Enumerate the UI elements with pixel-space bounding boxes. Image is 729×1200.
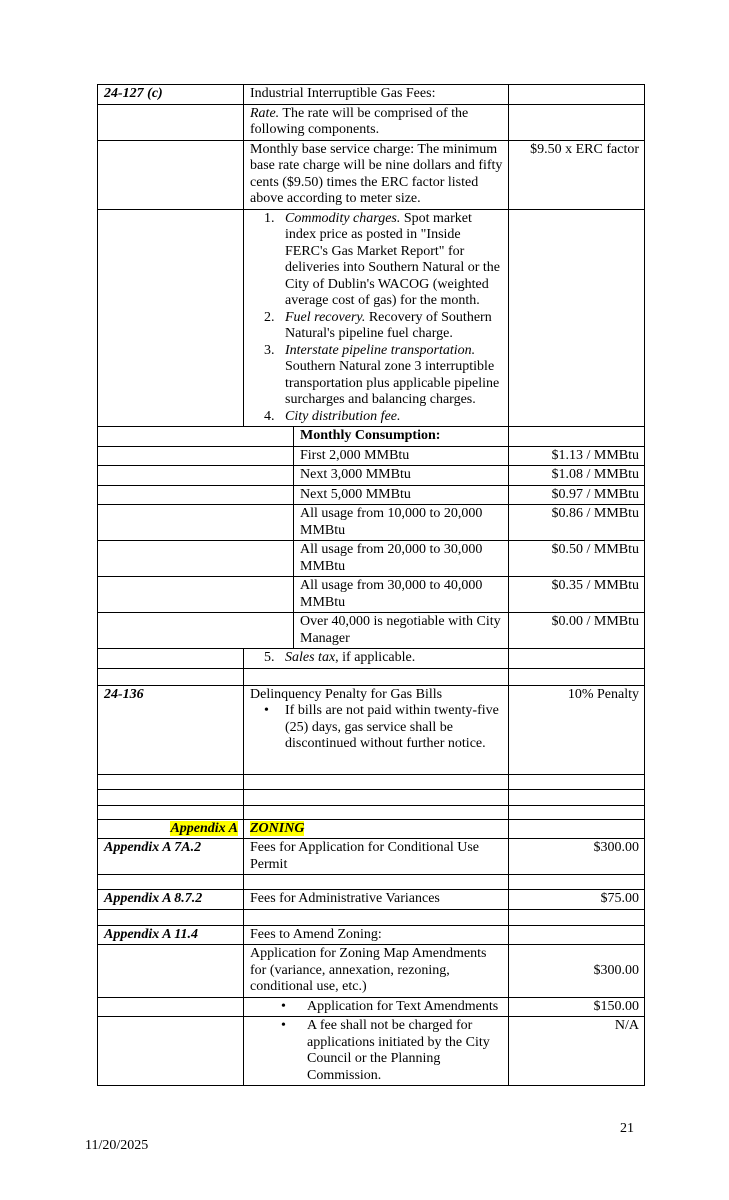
- table-row: [98, 926, 644, 946]
- description-cell: [294, 613, 509, 648]
- fee-cell: [509, 427, 644, 446]
- fee-value: $9.50 x ERC factor: [530, 141, 639, 157]
- description-cell: [244, 686, 509, 774]
- code-cell: [98, 649, 244, 668]
- description-cell: [294, 541, 509, 576]
- text-segment: City distribution fee.: [285, 408, 401, 424]
- description-text: [250, 927, 503, 944]
- list-item-text: [285, 343, 503, 409]
- table-row: [98, 998, 644, 1018]
- code-cell: [98, 447, 294, 466]
- code-cell: [98, 998, 244, 1017]
- table-row: [98, 875, 644, 890]
- code-cell: [98, 466, 294, 485]
- description-cell: [244, 998, 509, 1017]
- description-text: [250, 687, 503, 704]
- section-code: Appendix A 7A.2: [104, 840, 202, 855]
- text-segment: All usage from 10,000 to 20,000 MMBtu: [300, 506, 483, 538]
- table-row: [98, 466, 644, 486]
- fee-value: $300.00: [593, 840, 639, 855]
- description-text: [300, 506, 503, 539]
- table-row: [98, 649, 644, 669]
- code-cell: [98, 775, 244, 789]
- text-segment: Application for Zoning Map Amendments for (variance, annexation, rezoning, conditional use, etc.): [250, 946, 487, 994]
- list-item-text: [307, 1018, 503, 1084]
- text-segment: Next 3,000 MMBtu: [300, 467, 411, 482]
- list-item: [250, 310, 503, 343]
- list-item: [250, 211, 503, 310]
- text-segment: Commodity charges.: [285, 210, 401, 226]
- text-segment: Delinquency Penalty for Gas Bills: [250, 686, 443, 702]
- description-cell: [294, 466, 509, 485]
- text-segment: Fees for Administrative Variances: [250, 891, 440, 906]
- fee-cell: [509, 210, 644, 427]
- table-row: [98, 105, 644, 141]
- list-item: [250, 999, 503, 1016]
- fee-value: $1.08 / MMBtu: [551, 467, 639, 482]
- list-item-text: [285, 310, 503, 343]
- page-number: 21: [620, 1121, 634, 1136]
- table-row: [98, 910, 644, 926]
- description-cell: [244, 945, 509, 997]
- code-cell: [98, 613, 294, 648]
- fee-value: $1.13 / MMBtu: [551, 447, 639, 463]
- description-cell: [244, 890, 509, 909]
- code-cell: [98, 505, 294, 540]
- table-row: [98, 505, 644, 541]
- fee-table: [97, 84, 645, 1086]
- table-row: [98, 669, 644, 686]
- list-item: [250, 409, 503, 426]
- list-number-marker: 1.: [264, 210, 275, 226]
- code-cell: [98, 890, 244, 909]
- list-item: [250, 703, 503, 753]
- description-text: [300, 428, 503, 445]
- text-segment: , if applicable.: [335, 650, 416, 665]
- description-text: [300, 578, 503, 611]
- code-cell: [98, 1017, 244, 1085]
- code-cell: [98, 541, 294, 576]
- fee-cell: [509, 945, 644, 997]
- list-item-text: [285, 650, 503, 667]
- fee-cell: [509, 1017, 644, 1085]
- text-segment: Spot market index price as posted in "Inside FERC's Gas Market Report" for deliveries into Southern Natural or the City of Dublin's WACOG (weighted average cost of gas) for the month.: [285, 210, 500, 308]
- description-text: [300, 467, 503, 484]
- code-cell: [98, 945, 244, 997]
- table-row: [98, 790, 644, 806]
- section-code: Appendix A 8.7.2: [104, 891, 203, 906]
- table-row: [98, 447, 644, 467]
- table-row: [98, 541, 644, 577]
- description-cell: [244, 210, 509, 427]
- list-item: [250, 343, 503, 409]
- table-row: [98, 613, 644, 649]
- description-cell: [244, 910, 509, 925]
- description-text: [300, 614, 503, 647]
- fee-value: $0.97 / MMBtu: [551, 486, 639, 502]
- table-row: [98, 427, 644, 447]
- description-cell: [244, 875, 509, 889]
- table-row: [98, 210, 644, 428]
- code-cell: [98, 839, 244, 874]
- fee-cell: [509, 669, 644, 685]
- fee-cell: [509, 447, 644, 466]
- description-cell: [244, 926, 509, 945]
- list-number-marker: 3.: [264, 342, 275, 358]
- fee-value: $300.00: [593, 962, 639, 978]
- section-code: Appendix A: [170, 820, 238, 836]
- code-cell: [98, 141, 244, 209]
- table-row: [98, 577, 644, 613]
- code-cell: [98, 806, 244, 819]
- description-cell: [244, 141, 509, 209]
- fee-value: 10% Penalty: [567, 686, 639, 702]
- list-number-marker: 2.: [264, 309, 275, 325]
- text-segment: Interstate pipeline transportation.: [285, 342, 476, 358]
- fee-value: $0.35 / MMBtu: [551, 578, 639, 593]
- table-row: [98, 945, 644, 998]
- section-code: 24-127 (c): [104, 86, 163, 101]
- fee-cell: [509, 577, 644, 612]
- text-segment: ZONING: [250, 820, 305, 836]
- description-text: [250, 946, 503, 996]
- code-cell: [98, 427, 294, 446]
- fee-cell: [509, 890, 644, 909]
- fee-cell: [509, 649, 644, 668]
- table-row: [98, 806, 644, 820]
- fee-value: $0.50 / MMBtu: [551, 542, 639, 557]
- fee-cell: [509, 998, 644, 1017]
- fee-cell: [509, 820, 644, 839]
- description-text: [250, 840, 503, 873]
- text-segment: Fees for Application for Conditional Use Permit: [250, 840, 480, 872]
- text-segment: Fees to Amend Zoning:: [250, 926, 382, 942]
- list-number-marker: 5.: [264, 650, 275, 665]
- code-cell: [98, 875, 244, 889]
- description-text: [250, 821, 503, 838]
- table-row: [98, 820, 644, 840]
- fee-cell: [509, 775, 644, 789]
- footer-date: 11/20/2025: [85, 1138, 149, 1153]
- fee-cell: [509, 926, 644, 945]
- text-segment: Monthly Consumption:: [300, 428, 441, 443]
- list-item-text: [307, 999, 503, 1016]
- bullet-marker: •: [264, 703, 269, 718]
- code-cell: [98, 85, 244, 104]
- section-code: Appendix A 11.4: [104, 926, 199, 942]
- fee-cell: [509, 839, 644, 874]
- bullet-marker: •: [281, 1018, 286, 1033]
- section-code: 24-136: [104, 686, 144, 702]
- table-row: [98, 839, 644, 875]
- text-segment: Monthly base service charge: The minimum base rate charge will be nine dollars and fifty cents ($9.50) times the ERC factor listed above according to meter size.: [250, 141, 503, 206]
- text-segment: Fuel recovery.: [285, 309, 366, 325]
- code-cell: [98, 686, 244, 774]
- fee-cell: [509, 541, 644, 576]
- fee-cell: [509, 613, 644, 648]
- text-segment: The rate will be comprised of the following components.: [250, 105, 469, 137]
- fee-cell: [509, 790, 644, 805]
- table-row: [98, 686, 644, 775]
- description-cell: [244, 669, 509, 685]
- description-cell: [294, 447, 509, 466]
- description-cell: [244, 839, 509, 874]
- list-item-text: [285, 409, 503, 426]
- text-segment: All usage from 20,000 to 30,000 MMBtu: [300, 542, 483, 574]
- description-cell: [294, 577, 509, 612]
- code-cell: [98, 910, 244, 925]
- fee-cell: [509, 141, 644, 209]
- fee-value: $75.00: [600, 891, 639, 906]
- description-text: [250, 891, 503, 908]
- fee-value: $0.00 / MMBtu: [551, 614, 639, 629]
- fee-cell: [509, 686, 644, 774]
- table-row: [98, 775, 644, 790]
- list-item-text: [285, 703, 503, 753]
- code-cell: [98, 669, 244, 685]
- text-segment: If bills are not paid within twenty-five (25) days, gas service shall be discontinued without further notice.: [285, 703, 499, 751]
- text-segment: Next 5,000 MMBtu: [300, 486, 411, 502]
- list-item-text: [285, 211, 503, 310]
- fee-cell: [509, 505, 644, 540]
- fee-cell: [509, 875, 644, 889]
- fee-cell: [509, 486, 644, 505]
- text-segment: All usage from 30,000 to 40,000 MMBtu: [300, 578, 483, 610]
- description-text: [250, 86, 503, 103]
- table-row: [98, 486, 644, 506]
- description-text: [300, 448, 503, 465]
- bullet-marker: •: [281, 998, 286, 1014]
- list-item: [250, 650, 503, 667]
- code-cell: [98, 486, 294, 505]
- description-cell: [244, 820, 509, 839]
- description-text: [300, 542, 503, 575]
- fee-cell: [509, 105, 644, 140]
- text-segment: Rate.: [250, 105, 280, 121]
- text-segment: Industrial Interruptible Gas Fees:: [250, 86, 436, 101]
- description-cell: [244, 105, 509, 140]
- table-row: [98, 1017, 644, 1085]
- description-cell: [244, 806, 509, 819]
- description-cell: [244, 775, 509, 789]
- code-cell: [98, 577, 294, 612]
- description-cell: [244, 790, 509, 805]
- code-cell: [98, 790, 244, 805]
- description-cell: [244, 649, 509, 668]
- fee-value: $0.86 / MMBtu: [551, 506, 639, 521]
- description-text: [250, 106, 503, 139]
- text-segment: Application for Text Amendments: [307, 998, 499, 1014]
- code-cell: [98, 926, 244, 945]
- code-cell: [98, 105, 244, 140]
- fee-cell: [509, 910, 644, 925]
- description-cell: [244, 1017, 509, 1085]
- fee-cell: [509, 466, 644, 485]
- text-segment: Over 40,000 is negotiable with City Manager: [300, 614, 501, 646]
- description-cell: [294, 427, 509, 446]
- table-row: [98, 85, 644, 105]
- description-text: [300, 487, 503, 504]
- text-segment: Recovery of Southern Natural's pipeline fuel charge.: [285, 309, 492, 341]
- description-text: [250, 142, 503, 208]
- fee-cell: [509, 85, 644, 104]
- fee-value: N/A: [614, 1018, 639, 1033]
- code-cell: [98, 210, 244, 427]
- text-segment: First 2,000 MMBtu: [300, 447, 410, 463]
- text-segment: Southern Natural zone 3 interruptible transportation plus applicable pipeline surcharges and balancing charges.: [285, 359, 500, 407]
- table-row: [98, 141, 644, 210]
- table-row: [98, 890, 644, 910]
- fee-cell: [509, 806, 644, 819]
- code-cell: [98, 820, 244, 839]
- list-number-marker: 4.: [264, 408, 275, 424]
- text-segment: A fee shall not be charged for applications initiated by the City Council or the Planning Commission.: [307, 1018, 490, 1083]
- description-cell: [244, 85, 509, 104]
- description-cell: [294, 486, 509, 505]
- text-segment: Sales tax: [285, 650, 336, 665]
- fee-value: $150.00: [593, 998, 639, 1014]
- description-cell: [294, 505, 509, 540]
- list-item: [250, 1018, 503, 1084]
